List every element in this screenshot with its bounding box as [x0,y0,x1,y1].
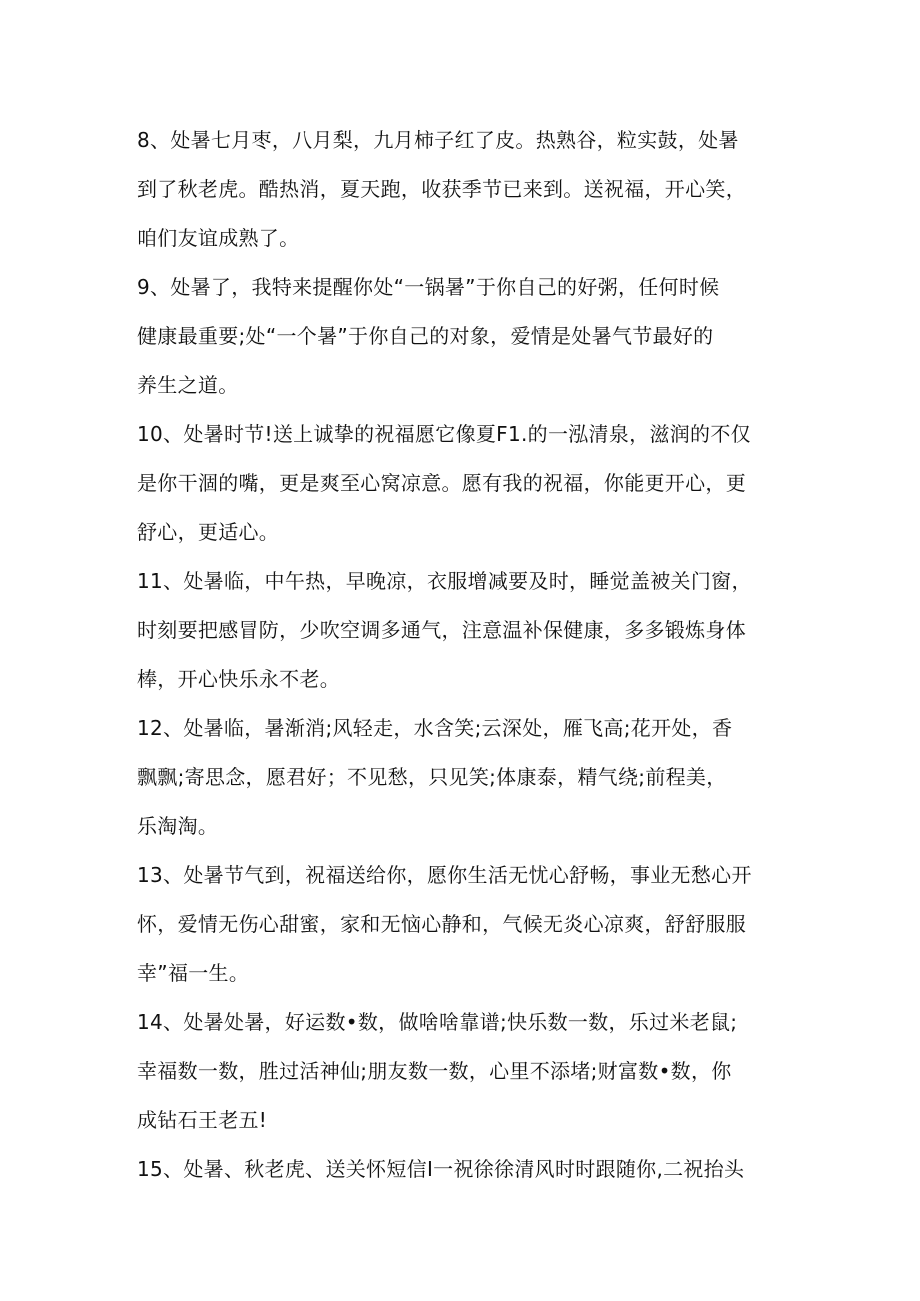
text-line: 8、处暑七月枣，八月梨，九月柿子红了皮。热熟谷，粒实鼓，处暑 [137,128,739,152]
paragraph-11 [137,557,787,704]
paragraph-15 [137,1145,787,1194]
text-line: 是你干涸的嘴，更是爽至心窝凉意。愿有我的祝福，你能更开心，更 [137,471,746,495]
text-line: 养生之道。 [137,373,239,397]
text-line: 11、处暑临，中午热，早晚凉，衣服增减要及时，睡觉盖被关门窗， [137,569,752,593]
paragraph-9 [137,263,787,410]
text-line: 怀，爱情无伤心甜蜜，家和无恼心静和，气候无炎心凉爽，舒舒服服 [137,912,746,936]
text-line: 12、处暑临，暑渐消;风轻走，水含笑;云深处，雁飞高;花开处，香 [137,716,733,740]
paragraph-10 [137,410,787,557]
text-line: 10、处暑时节!送上诚挚的祝福愿它像夏F1.的一泓清泉，滋润的不仅 [137,422,751,446]
text-line: 幸福数一数，胜过活神仙;朋友数一数，心里不添堵;财富数•数，你 [137,1059,732,1083]
paragraph-13 [137,851,787,998]
text-line: 健康最重要;处“一个暑”于你自己的对象，爱情是处暑气节最好的 [137,324,714,348]
text-line: 舒心，更适心。 [137,520,280,544]
text-line: 9、处暑了，我特来提醒你处“一锅暑”于你自己的好粥，任何时候 [137,275,720,299]
text-line: 时刻要把感冒防，少吹空调多通气，注意温补保健康，多多锻炼身体 [137,618,746,642]
paragraph-14 [137,998,787,1145]
text-line: 15、处暑、秋老虎、送关怀短信I一祝徐徐清风时时跟随你,二祝抬头 [137,1157,745,1181]
text-line: 14、处暑处暑，好运数•数，做啥啥靠谱;快乐数一数，乐过米老鼠; [137,1010,738,1034]
text-line: 13、处暑节气到，祝福送给你，愿你生活无忧心舒畅，事业无愁心开 [137,863,752,887]
document-body [137,116,787,1194]
text-line: 飘飘;寄思念，愿君好；不见愁，只见笑;体康泰，精气绕;前程美， [137,765,727,789]
text-line: 到了秋老虎。酷热消，夏天跑，收获季节已来到。送祝福，开心笑， [137,177,746,201]
text-line: 幸”福一生。 [137,961,250,985]
text-line: 乐淘淘。 [137,814,219,838]
text-line: 咱们友谊成熟了。 [137,226,300,250]
paragraph-8 [137,116,787,263]
paragraph-12 [137,704,787,851]
text-line: 成钻石王老五! [137,1108,268,1132]
text-line: 棒，开心快乐永不老。 [137,667,340,691]
